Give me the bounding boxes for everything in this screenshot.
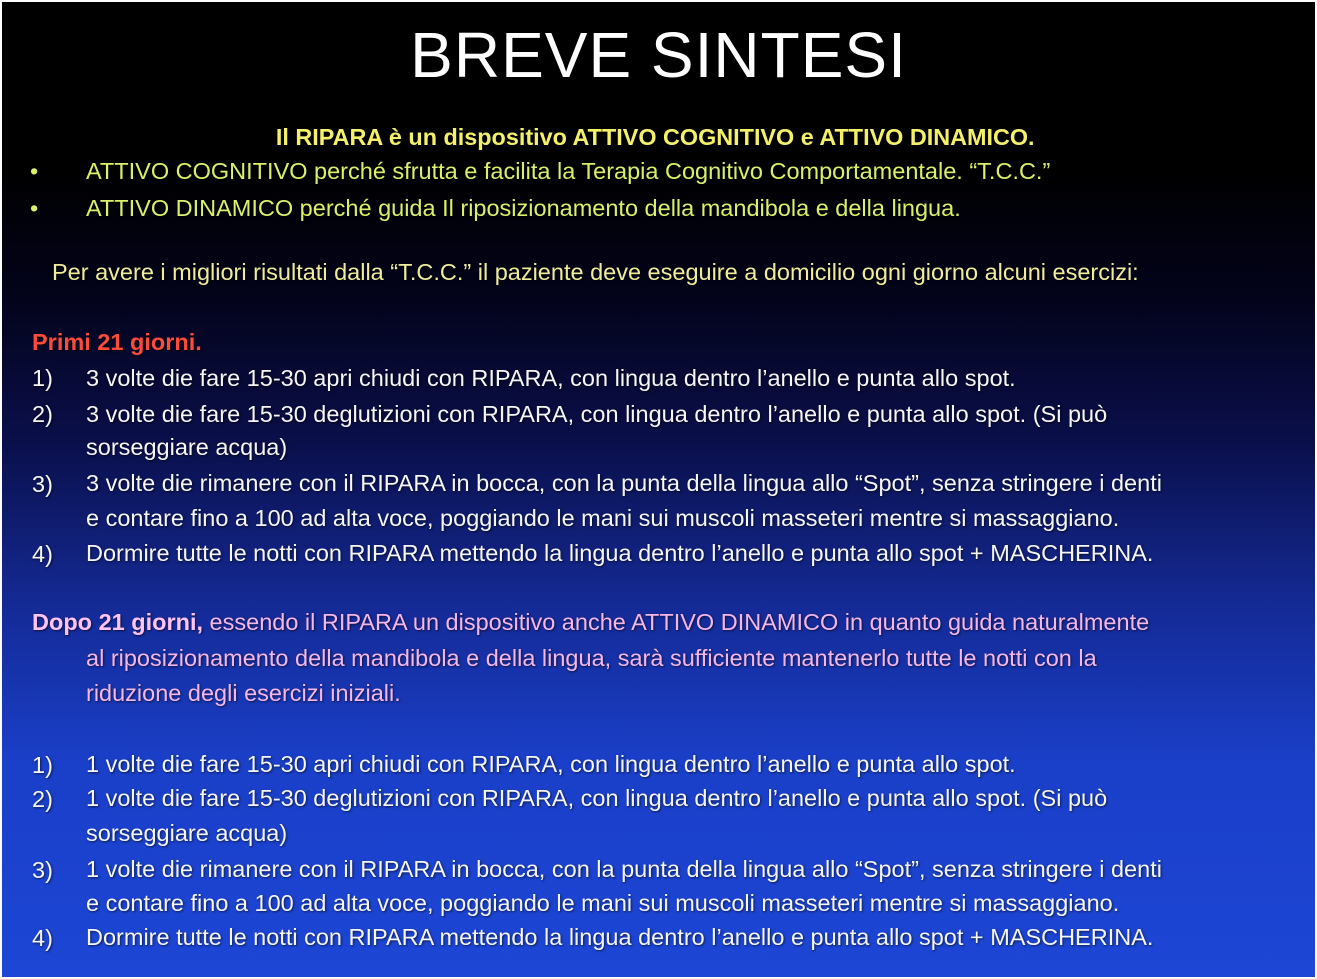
- phase2-item-1-num: 1): [32, 752, 53, 778]
- bullet-1: [30, 158, 38, 185]
- phase2-item-3-num: 3): [32, 857, 53, 883]
- phase1-heading: Primi 21 giorni.: [32, 329, 202, 355]
- phase2-item-1-text: 1 volte die fare 15-30 apri chiudi con RIPARA, con lingua dentro l’anello e punta allo spot.: [86, 751, 1016, 777]
- phase2-item-3-text: 1 volte die rimanere con il RIPARA in bocca, con la punta della lingua allo “Spot”, senza stringere i denti: [86, 856, 1162, 882]
- phase2-item-3-text-cont: e contare fino a 100 ad alta voce, poggiando le mani sui muscoli masseteri mentre si massaggiano.: [86, 890, 1120, 916]
- phase1-item-2-text-cont: sorseggiare acqua): [86, 434, 288, 460]
- bullet-2: [30, 195, 38, 222]
- phase2-item-2-text: 1 volte die fare 15-30 deglutizioni con RIPARA, con lingua dentro l’anello e punta allo spot. (Si può: [86, 785, 1108, 811]
- phase2-text-1: essendo il RIPARA un dispositivo anche ATTIVO DINAMICO in quanto guida naturalmente: [203, 609, 1150, 635]
- phase2-text-2: al riposizionamento della mandibola e della lingua, sarà sufficiente mantenerlo tutte le notti con la: [86, 645, 1097, 671]
- bullet-1-text: ATTIVO COGNITIVO perché sfrutta e facilita la Terapia Cognitivo Comportamentale. “T.C.C.”: [86, 158, 1051, 184]
- phase2-intro: [32, 609, 1149, 636]
- intro-headline: Il RIPARA è un dispositivo ATTIVO COGNITIVO e ATTIVO DINAMICO.: [275, 124, 1035, 150]
- phase1-item-1-num: 1): [32, 365, 53, 391]
- intro-statement: Per avere i migliori risultati dalla “T.C.C.” il paziente deve eseguire a domicilio ogni giorno alcuni esercizi:: [52, 259, 1139, 285]
- phase2-item-4-text: Dormire tutte le notti con RIPARA mettendo la lingua dentro l’anello e punta allo spot + MASCHERINA.: [86, 924, 1154, 950]
- phase1-item-2-num: 2): [32, 401, 53, 427]
- phase1-item-2-text: 3 volte die fare 15-30 deglutizioni con RIPARA, con lingua dentro l’anello e punta allo spot. (Si può: [86, 401, 1108, 427]
- bullet-2-text: ATTIVO DINAMICO perché guida Il riposizionamento della mandibola e della lingua.: [86, 195, 961, 221]
- phase2-text-3: riduzione degli esercizi iniziali.: [86, 680, 401, 706]
- phase1-item-3-num: 3): [32, 471, 53, 497]
- phase1-item-4-text: Dormire tutte le notti con RIPARA mettendo la lingua dentro l’anello e punta allo spot + MASCHERINA.: [86, 540, 1154, 566]
- phase1-item-3-text-cont: e contare fino a 100 ad alta voce, poggiando le mani sui muscoli masseteri mentre si massaggiano.: [86, 505, 1120, 531]
- phase1-item-4-num: 4): [32, 541, 53, 567]
- slide: [2, 2, 1315, 977]
- slide-title: BREVE SINTESI: [410, 19, 907, 91]
- phase2-item-2-text-cont: sorseggiare acqua): [86, 820, 288, 846]
- phase1-item-3-text: 3 volte die rimanere con il RIPARA in bocca, con la punta della lingua allo “Spot”, senza stringere i denti: [86, 470, 1162, 496]
- phase1-item-1-text: 3 volte die fare 15-30 apri chiudi con RIPARA, con lingua dentro l’anello e punta allo spot.: [86, 365, 1016, 391]
- phase2-item-4-num: 4): [32, 925, 53, 951]
- bullet-symbol: •: [30, 195, 39, 221]
- phase2-heading: Dopo 21 giorni,: [32, 609, 204, 635]
- phase2-item-2-num: 2): [32, 786, 53, 812]
- bullet-symbol: •: [30, 158, 39, 184]
